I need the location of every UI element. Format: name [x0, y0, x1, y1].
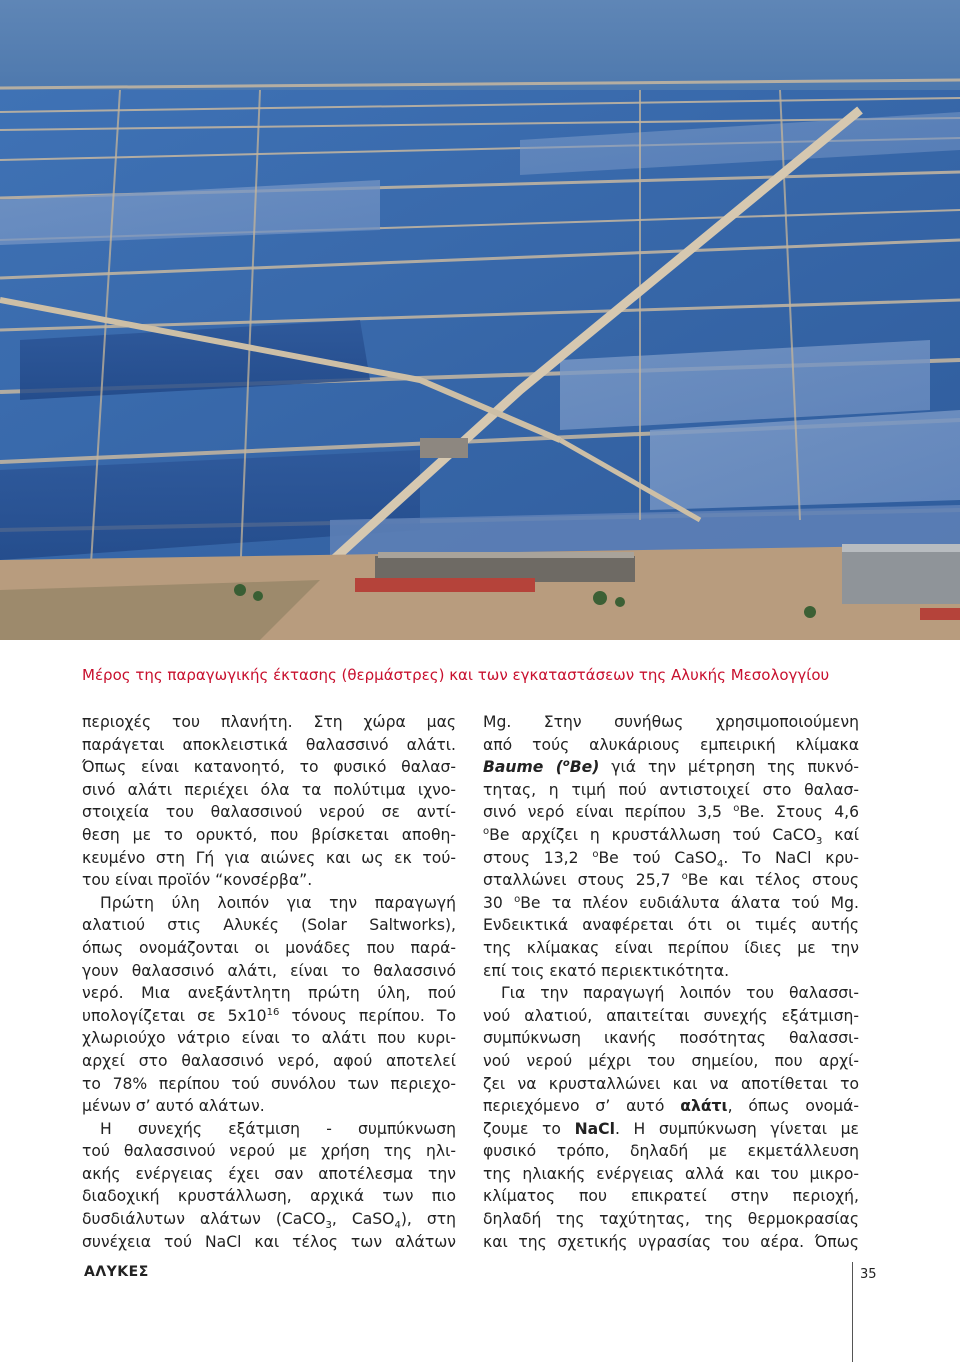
text-fragment: 30 — [483, 893, 515, 912]
text-line: περιοχές του πλανήτη. Στη χώρα μας — [82, 713, 456, 731]
text-line: δηλαδή της ταχύτητας, της θερμοκρασίας — [483, 1210, 859, 1229]
running-footer-title: ΑΛΥΚΕΣ — [84, 1264, 149, 1280]
page-number-divider — [852, 1262, 853, 1362]
text-line: ζει να κρυσταλλώνει και να αποτίθεται το — [483, 1074, 859, 1093]
text-line: τητας, η τιμή πού αντιστοιχεί στο θαλασ- — [483, 780, 859, 799]
text-line — [483, 869, 859, 892]
text-fragment: Be. Στους 4,6 — [739, 803, 859, 822]
text-fragment: περιεχόμενο σ’ αυτό — [483, 1097, 681, 1116]
text-fragment: σινό νερό είναι περίπου 3,5 — [483, 803, 734, 822]
text-line — [483, 892, 859, 915]
text-fragment: υπολογίζεται σε 5x10 — [82, 1006, 267, 1025]
text-line: ακής ενέργειας έχει σαν αποτέλεσμα την — [82, 1164, 456, 1183]
superscript: ο — [562, 758, 570, 769]
text-line: Για την παραγωγή λοιπόν του θαλασσι- — [501, 984, 859, 1003]
text-line — [483, 1095, 859, 1118]
superscript: ο — [592, 848, 599, 860]
text-line — [82, 1208, 456, 1231]
text-line: της ηλιακής ενέργειας αλλά και του μικρο- — [483, 1164, 859, 1183]
text-line: θεση με το ορυκτό, που βρίσκεται αποθη- — [82, 825, 456, 844]
text-line: και της σχετικής υγρασίας του αέρα. Όπως — [483, 1232, 859, 1251]
text-fragment: γιά την μέτρηση της πυκνό- — [599, 758, 859, 777]
text-line: αρχεί στο θαλασσινό νερό, αφού αποτελεί — [82, 1051, 456, 1070]
text-fragment: , CaSO — [331, 1210, 395, 1229]
text-fragment: Be) — [569, 758, 600, 777]
text-line: παράγεται αποκλειστικά θαλασσινό αλάτι. — [82, 735, 456, 754]
text-line: Ενδεικτικά αναφέρεται ότι οι τιμές αυτής — [483, 916, 859, 935]
text-line: όπως ονομάζονται οι μονάδες που παρά- — [82, 938, 456, 957]
text-fragment: ), στη — [400, 1210, 456, 1229]
text-fragment: Be τού CaSO — [598, 848, 717, 867]
subscript: 3 — [325, 1220, 332, 1232]
text-fragment: δυσδιάλυτων αλάτων (CaCO — [82, 1210, 326, 1229]
text-line: Όπως είναι κατανοητό, το φυσικό θαλασ- — [82, 758, 456, 777]
text-fragment: στους 13,2 — [483, 848, 593, 867]
photo-caption: Μέρος της παραγωγικής έκτασης (θερμάστρες) και των εγκαταστάσεων της Αλυκής Μεσολογγίου — [82, 666, 830, 684]
text-line: Πρώτη ύλη λοιπόν για την παραγωγή — [100, 893, 456, 912]
text-fragment: , όπως ονομά- — [727, 1097, 859, 1116]
text-line: νού νερού μέχρι του σημείου, που αρχί- — [483, 1051, 859, 1070]
text-line: σινό αλάτι περιέχει όλα τα πολύτιμα ιχνο- — [82, 780, 456, 799]
text-fragment: . Η συμπύκνωση γίνεται με — [614, 1119, 859, 1138]
text-fragment: τόνους περίπου. Το — [279, 1006, 456, 1025]
text-fragment: σταλλώνει στους 25,7 — [483, 871, 682, 890]
text-fragment: καί — [822, 825, 860, 844]
text-line: διαδοχική κρυστάλλωση, αρχικά των πιο — [82, 1187, 456, 1206]
subscript: 4 — [394, 1220, 401, 1232]
text-line: νερό. Μια ανεξάντλητη πρώτη ύλη, πού — [82, 984, 456, 1003]
subscript: 3 — [815, 836, 823, 848]
text-line — [483, 756, 859, 779]
text-line: νού αλατιού, απαιτείται συνεχής εξάτμιση- — [483, 1006, 859, 1025]
body-text-right-column — [483, 711, 859, 1253]
text-line: μένων σ’ αυτό αλάτων. — [82, 1097, 265, 1116]
subscript: 4 — [716, 858, 724, 870]
text-line: του είναι προϊόν “κονσέρβα”. — [82, 871, 313, 890]
body-text-left-column — [82, 711, 456, 1253]
superscript: ο — [733, 803, 740, 815]
text-line — [483, 801, 859, 824]
text-line: από τούς αλυκάριους εμπειρική κλίμακα — [483, 735, 859, 754]
text-line: κευμένο στη Γή για αιώνες και ως εκ τού- — [82, 848, 456, 867]
text-line: κλίματος που επικρατεί στην περιοχή, — [483, 1187, 859, 1206]
text-line: αλατιού στις Αλυκές (Solar Saltworks), — [82, 916, 456, 935]
text-fragment: ζουμε το — [483, 1119, 575, 1138]
text-line: γουν θαλασσινό αλάτι, είναι το θαλασσινό — [82, 961, 456, 980]
text-line — [82, 1005, 456, 1028]
text-line: συμπύκνωση ικανής ποσότητας θαλασσι- — [483, 1029, 859, 1048]
text-fragment: . Το NaCl κρυ- — [723, 848, 859, 867]
text-line: το 78% περίπου τού συνόλου των περιεχο- — [82, 1074, 456, 1093]
saltworks-aerial-photo — [0, 0, 960, 640]
superscript: 16 — [266, 1006, 280, 1018]
page-number: 35 — [860, 1267, 877, 1282]
text-line: χλωριούχο νάτριο είναι το αλάτι που κυρι- — [82, 1029, 456, 1048]
text-line: στοιχεία του θαλασσινού νερού σε αντί- — [82, 803, 456, 822]
text-fragment: Be αρχίζει η κρυστάλλωση τού CaCO — [489, 825, 816, 844]
text-line — [483, 824, 859, 847]
text-line — [483, 1118, 859, 1141]
superscript: ο — [681, 870, 688, 882]
text-line: επί τοις εκατό περιεκτικότητα. — [483, 961, 730, 980]
superscript: ο — [483, 825, 490, 837]
text-line: Η συνεχής εξάτμιση - συμπύκνωση — [100, 1119, 456, 1138]
text-line: φυσικό τρόπο, δηλαδή με εκμετάλλευση — [483, 1142, 859, 1161]
text-line: συνέχεια τού NaCl και τέλος των αλάτων — [82, 1232, 456, 1251]
text-line — [483, 847, 859, 870]
text-fragment: Baume ( — [483, 758, 563, 777]
superscript: ο — [514, 893, 521, 905]
text-fragment: Be τα πλέον ευδιάλυτα άλατα τού Mg. — [520, 893, 859, 912]
text-fragment: Be και τέλος στους — [687, 871, 860, 890]
text-line: τού θαλασσινού νερού με χρήση της ηλι- — [82, 1142, 456, 1161]
bold-term: αλάτι — [680, 1097, 728, 1116]
bold-term: NaCl — [574, 1119, 615, 1138]
text-line: της κλίμακας είναι περίπου ίδιες με την — [483, 938, 859, 957]
text-line: Mg. Στην συνήθως χρησιμοποιούμενη — [483, 713, 859, 731]
